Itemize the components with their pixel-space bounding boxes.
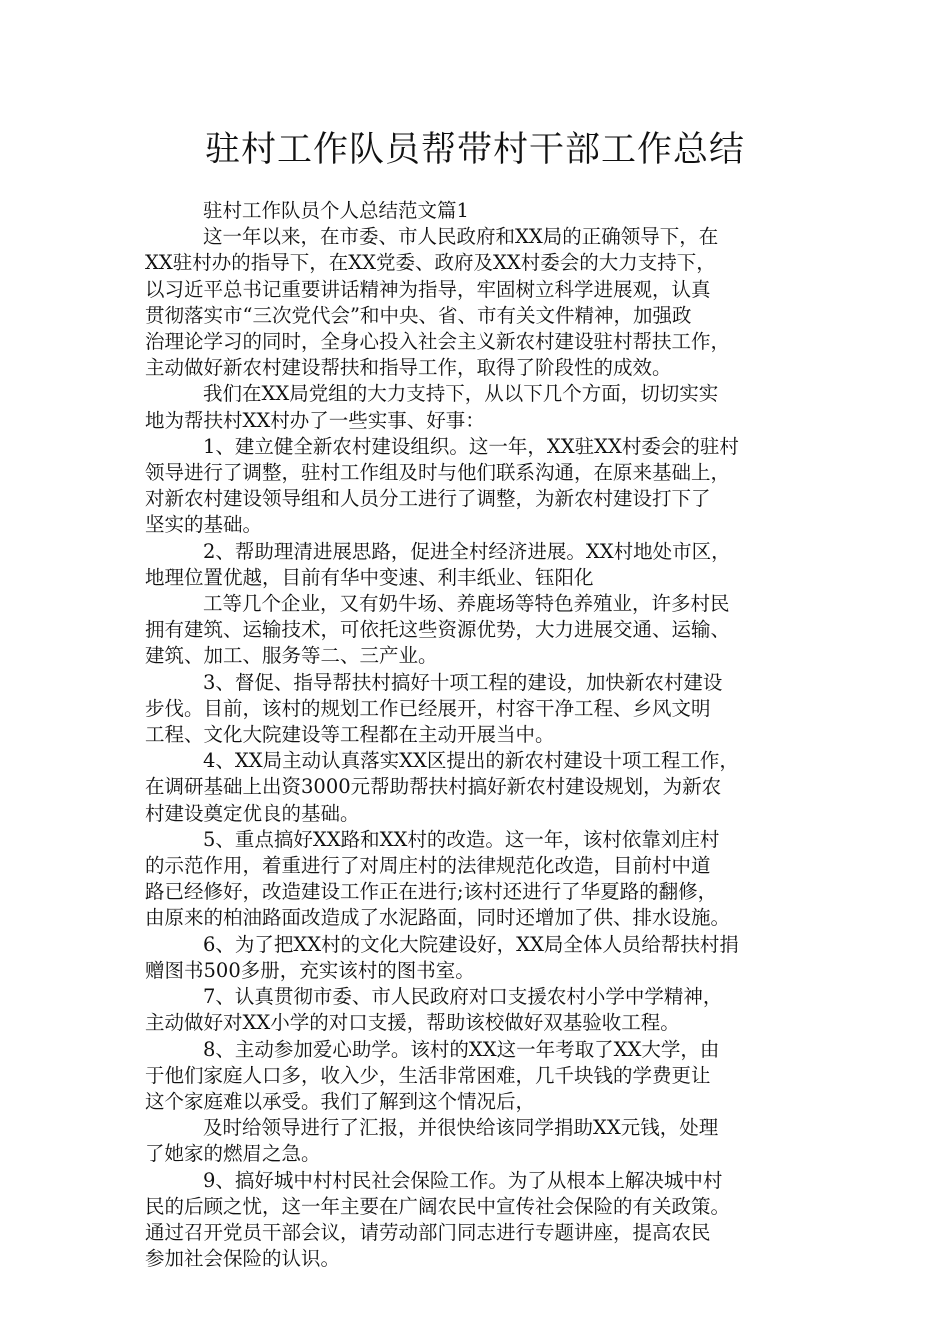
paragraph-line: 5、重点搞好XX路和XX村的改造。这一年，该村依靠刘庄村 bbox=[203, 827, 720, 851]
document-body bbox=[145, 198, 825, 1272]
document-title: 驻村工作队员帮带村干部工作总结 bbox=[204, 130, 745, 170]
paragraph-line: 4、XX局主动认真落实XX区提出的新农村建设十项工程工作， bbox=[203, 749, 739, 773]
paragraph bbox=[145, 539, 825, 591]
paragraph bbox=[145, 381, 825, 433]
paragraph-line: 由原来的柏油路面改造成了水泥路面，同时还增加了供、排水设施。 bbox=[145, 906, 731, 930]
paragraph bbox=[145, 224, 825, 381]
paragraph bbox=[145, 827, 825, 932]
paragraph-line: 地为帮扶村XX村办了一些实事、好事： bbox=[145, 408, 485, 432]
paragraph-list bbox=[145, 224, 825, 1272]
paragraph-line: 路已经修好，改造建设工作正在进行;该村还进行了华夏路的翻修， bbox=[145, 880, 718, 904]
paragraph bbox=[145, 591, 825, 670]
paragraph-line: 建筑、加工、服务等二、三产业。 bbox=[145, 644, 438, 668]
paragraph-line: 对新农村建设领导组和人员分工进行了调整，为新农村建设打下了 bbox=[145, 487, 711, 511]
paragraph-line: 步伐。目前，该村的规划工作已经展开，村容干净工程、乡风文明 bbox=[145, 696, 711, 720]
paragraph bbox=[145, 932, 825, 984]
paragraph-line: 主动做好新农村建设帮扶和指导工作，取得了阶段性的成效。 bbox=[145, 356, 672, 380]
paragraph bbox=[145, 1168, 825, 1273]
paragraph bbox=[145, 434, 825, 539]
subtitle: 驻村工作队员个人总结范文篇1 bbox=[203, 199, 469, 222]
paragraph-line: 民的后顾之忧，这一年主要在广阔农民中宣传社会保险的有关政策。 bbox=[145, 1194, 731, 1218]
paragraph-line: 6、为了把XX村的文化大院建设好，XX局全体人员给帮扶村捐 bbox=[203, 932, 739, 956]
paragraph-line: 赠图书500多册，充实该村的图书室。 bbox=[145, 958, 475, 982]
paragraph-line: 工等几个企业，又有奶牛场、养鹿场等特色养殖业，许多村民 bbox=[203, 592, 730, 616]
paragraph-line: 于他们家庭人口多，收入少，生活非常困难，几千块钱的学费更让 bbox=[145, 1063, 711, 1087]
paragraph bbox=[145, 1037, 825, 1116]
paragraph-line: 领导进行了调整，驻村工作组及时与他们联系沟通，在原来基础上， bbox=[145, 461, 731, 485]
paragraph-line: 参加社会保险的认识。 bbox=[145, 1247, 341, 1271]
paragraph-line: 我们在XX局党组的大力支持下，从以下几个方面，切切实实 bbox=[203, 382, 719, 406]
paragraph-line: 拥有建筑、运输技术，可依托这些资源优势，大力进展交通、运输、 bbox=[145, 618, 731, 642]
paragraph-line: 3、督促、指导帮扶村搞好十项工程的建设，加快新农村建设 bbox=[203, 670, 723, 694]
paragraph-line: 这个家庭难以承受。我们了解到这个情况后， bbox=[145, 1089, 536, 1113]
paragraph-line: 在调研基础上出资3000元帮助帮扶村搞好新农村建设规划，为新农 bbox=[145, 775, 722, 799]
paragraph-line: 坚实的基础。 bbox=[145, 513, 263, 537]
paragraph-line: 通过召开党员干部会议，请劳动部门同志进行专题讲座，提高农民 bbox=[145, 1220, 711, 1244]
paragraph bbox=[145, 1115, 825, 1167]
paragraph-line: 9、搞好城中村村民社会保险工作。为了从根本上解决城中村 bbox=[203, 1168, 723, 1192]
paragraph-line: 治理论学习的同时，全身心投入社会主义新农村建设驻村帮扶工作， bbox=[145, 330, 731, 354]
paragraph-line: 2、帮助理清进展思路，促进全村经济进展。XX村地处市区， bbox=[203, 539, 731, 563]
paragraph-line: 及时给领导进行了汇报，并很快给该同学捐助XX元钱，处理 bbox=[203, 1116, 719, 1140]
paragraph-line: 村建设奠定优良的基础。 bbox=[145, 801, 360, 825]
paragraph-line: XX驻村办的指导下，在XX党委、政府及XX村委会的大力支持下， bbox=[145, 251, 716, 275]
paragraph-line: 贯彻落实市“三次党代会”和中央、省、市有关文件精神，加强政 bbox=[145, 303, 692, 327]
paragraph-line: 地理位置优越，目前有华中变速、利丰纸业、钰阳化 bbox=[145, 565, 594, 589]
paragraph-line: 这一年以来，在市委、市人民政府和XX局的正确领导下，在 bbox=[203, 225, 719, 249]
paragraph bbox=[145, 748, 825, 827]
paragraph-line: 的示范作用，着重进行了对周庄村的法律规范化改造，目前村中道 bbox=[145, 854, 711, 878]
paragraph-line: 1、建立健全新农村建设组织。这一年，XX驻XX村委会的驻村 bbox=[203, 434, 739, 458]
paragraph-line: 了她家的燃眉之急。 bbox=[145, 1142, 321, 1166]
paragraph bbox=[145, 984, 825, 1036]
paragraph-line: 7、认真贯彻市委、市人民政府对口支援农村小学中学精神， bbox=[203, 985, 723, 1009]
paragraph-line: 8、主动参加爱心助学。该村的XX这一年考取了XX大学，由 bbox=[203, 1037, 720, 1061]
paragraph-line: 以习近平总书记重要讲话精神为指导，牢固树立科学进展观，认真 bbox=[145, 277, 711, 301]
paragraph-line: 主动做好对XX小学的对口支援，帮助该校做好双基验收工程。 bbox=[145, 1011, 680, 1035]
paragraph-line: 工程、文化大院建设等工程都在主动开展当中。 bbox=[145, 723, 555, 747]
paragraph bbox=[145, 670, 825, 749]
